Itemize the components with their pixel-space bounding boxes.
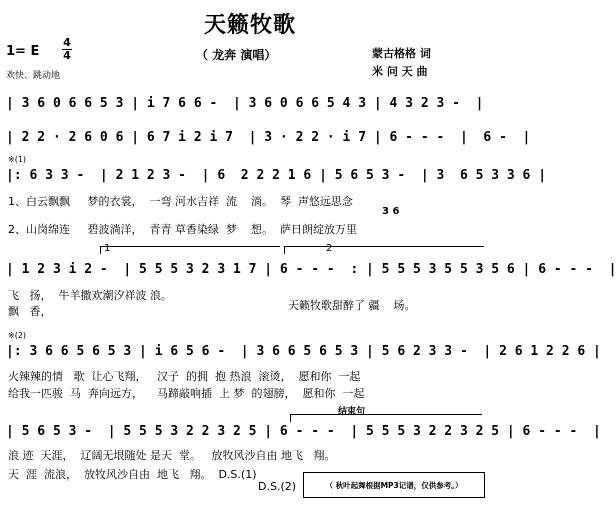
lyric-line-6b: 天 涯 流浪， 放牧风沙自由 地飞 翔。 D.S.(1) [8,468,257,481]
lyric-line-3b: 2、山岗绵连 碧波淌洋， 青青 草香染绿 梦 想。 萨日朗绽放万里 [8,223,357,236]
ds2-mark: D.S.(2) [258,480,297,493]
lyric-line-4b: 飘 香， [8,305,52,318]
singer-credit: （ 龙奔 演唱） [196,48,277,62]
lyric-line-3a: 1、白云飘飘 梦的衣裳， 一弯 河水吉祥 流 淌。 琴 声悠远思念 [8,195,353,208]
tempo-marking: 欢快、跳动地 [6,71,61,81]
lyric-line-6a: 浪 迹 天涯， 辽阔无垠随处 是天 堂。 放牧风沙自由 地飞 翔。 [8,449,336,462]
notation-line-1: | 3 6 0 6 6 5 3 | i 7 6 6 - | 3 6 0 6 6 5 4 3 | 4 3 2 3 - | [6,96,484,111]
volta-bracket-1 [100,246,280,247]
notation-line-3: |: 6 3 3 - | 2 1 2 3 - | 6 2 2 2 1 6 | 5 6 5 3 - | 3 6 5 3 3 6 | [6,168,547,183]
volta-bracket-1-start [100,246,101,254]
lyricist-credit: 蒙古格格 词 [372,47,431,60]
coda-bracket [290,414,482,415]
segno-mark-2: ※(2) [8,331,27,340]
key-signature: 1= E [6,44,40,59]
notation-line-5: |: 3 6 6 5 6 5 3 | i 6 5 6 - | 3 6 6 5 6 5 3 | 5 6 2 3 3 - | 2 6 1 2 2 6 | [6,344,601,359]
time-signature [62,38,72,61]
volta-1-label: 1 [104,243,111,254]
lyric-line-5a: 火辣辣的情 歌 让心飞翔， 汉子 的拥 抱 热浪 滚烫， 愿和你 一起 [8,370,361,383]
coda-bracket-start [290,414,291,422]
extra-notes: 3 6 [382,206,400,217]
lyric-line-4c: 天籁牧歌甜醉了 疆 场。 [288,299,416,312]
notation-line-2: | 2 2 · 2 6 0 6 | 6 7 i 2 i 7 | 3 · 2 2 · i 7 | 6 - - - | 6 - | [6,130,531,145]
composer-credit: 米 问 天 曲 [372,65,428,78]
lyric-line-5b: 给我一匹骏 马 奔向远方， 马蹄敲响插 上 梦 的翅膀， 愿和你 一起 [8,387,365,400]
notation-line-6: | 5 6 5 3 - | 5 5 5 3 2 2 3 2 5 | 6 - - - | 5 5 5 3 2 2 3 2 5 | 6 - - - | [6,424,601,439]
transcription-note: （ 秋叶起舞根据MP3记谱，仅供参考。） [303,472,485,498]
volta-bracket-2-start [284,246,285,254]
volta-bracket-2 [284,246,484,247]
song-title: 天籁牧歌 [203,13,296,38]
segno-mark-1: ※(1) [8,155,27,164]
notation-line-4: | 1 2 3 i 2 - | 5 5 5 3 2 3 1 7 | 6 - - - : | 5 5 5 3 5 5 3 5 6 | 6 - - - | [6,262,616,277]
lyric-line-4a: 飞 扬， 牛羊撒欢潮汐祥波 浪。 [8,289,172,302]
time-signature-top: 4 [63,36,71,49]
credits [372,45,431,81]
coda-label: 结束句 [338,407,366,417]
time-signature-bottom: 4 [63,49,71,62]
volta-2-label: 2 [326,243,333,254]
